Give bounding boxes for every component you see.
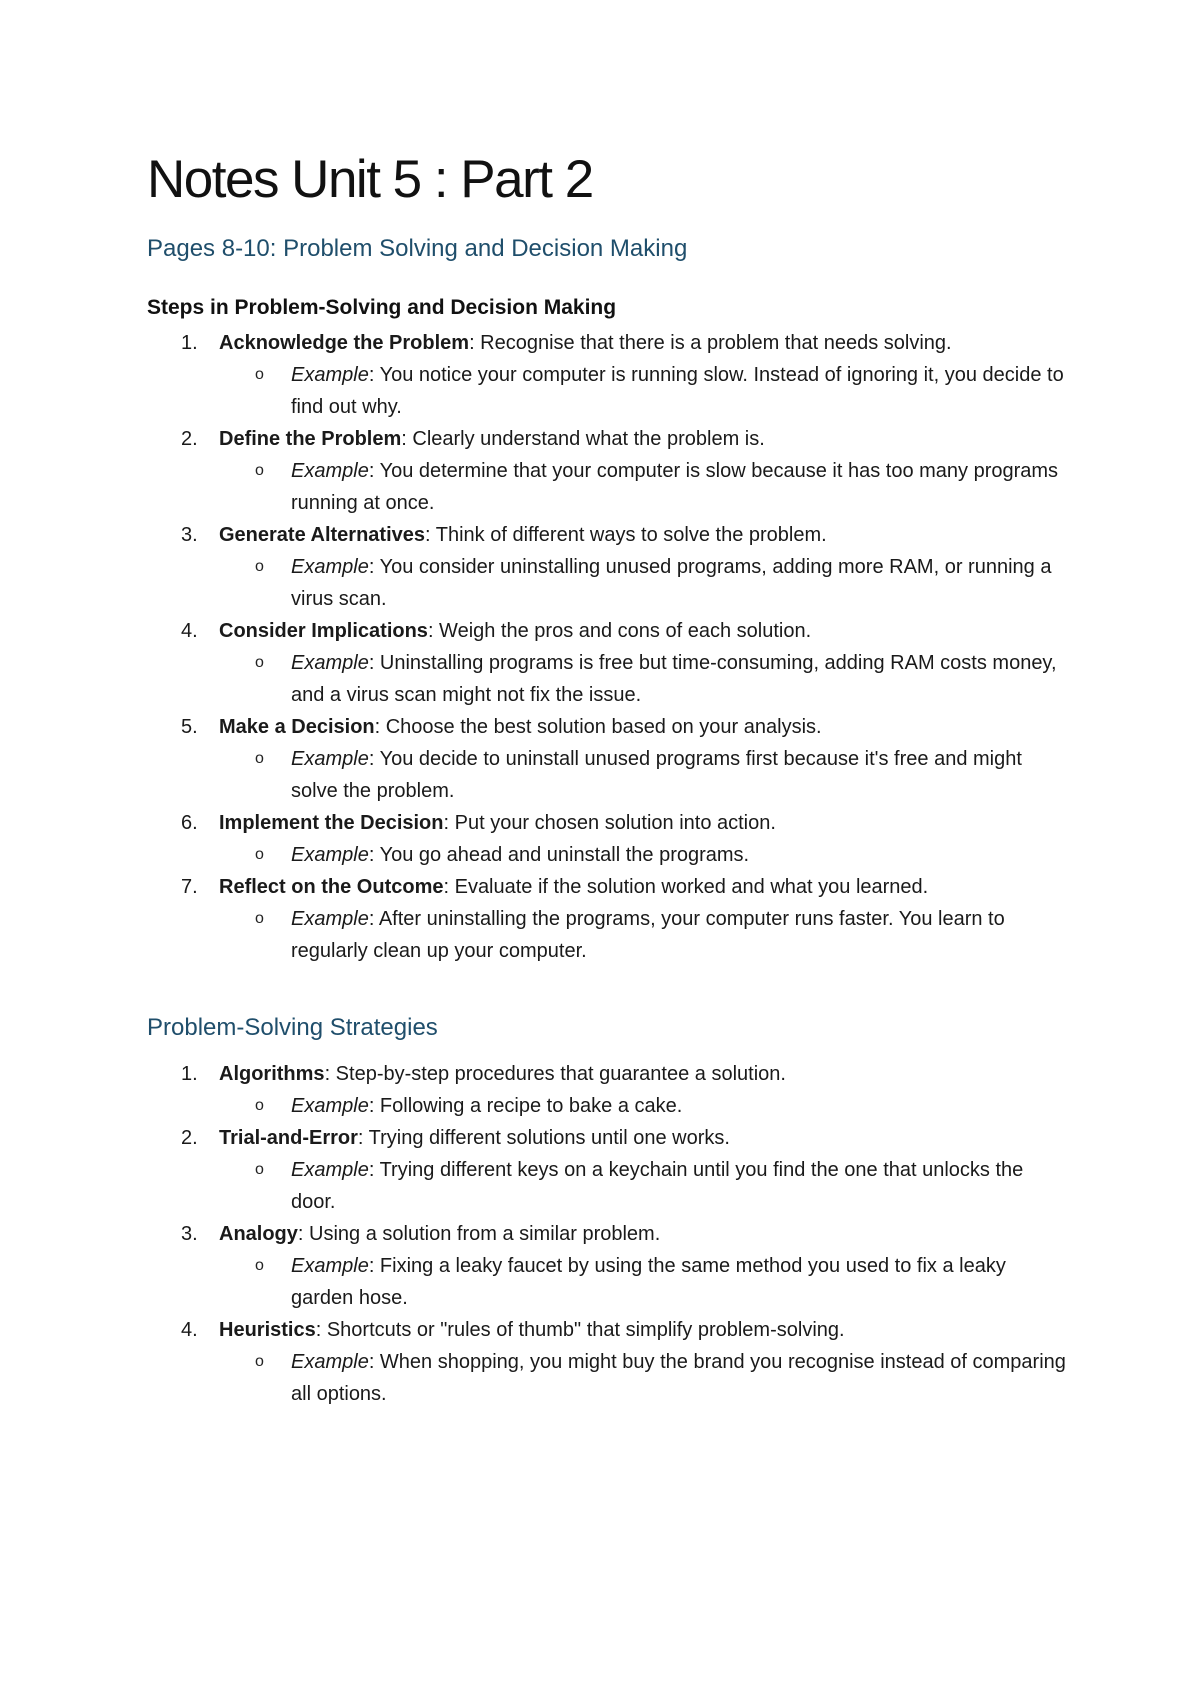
item-number: 1. [181,332,198,354]
item-term: Analogy [219,1223,298,1245]
item-description: : Step-by-step procedures that guarantee a solution. [324,1063,786,1085]
item-number: 3. [181,1223,198,1245]
example-label: Example [291,1255,369,1277]
example-text: : Uninstalling programs is free but time-consuming, adding RAM costs money, and a virus scan might not fix the issue. [291,652,1057,706]
example-label: Example [291,844,369,866]
example-item [219,455,1067,519]
list-item [147,1314,1067,1410]
item-number: 4. [181,620,198,642]
example-label: Example [291,460,369,482]
example-list [219,455,1067,519]
example-text: : You decide to uninstall unused programs first because it's free and might solve the problem. [291,748,1022,802]
example-list [219,1154,1067,1218]
list-item [147,1122,1067,1218]
list-item [147,711,1067,807]
bullet-icon: o [255,1161,264,1178]
example-item [219,1154,1067,1218]
item-term: Consider Implications [219,620,428,642]
example-label: Example [291,1095,369,1117]
steps-list [147,327,1067,967]
item-number: 4. [181,1319,198,1341]
example-label: Example [291,748,369,770]
example-list [219,551,1067,615]
example-text: : You determine that your computer is slow because it has too many programs running at once. [291,460,1059,514]
example-list [219,903,1067,967]
bullet-icon: o [255,1353,264,1370]
example-item [219,743,1067,807]
bullet-icon: o [255,462,264,479]
example-list [219,839,1067,871]
list-item [147,327,1067,423]
item-description: : Trying different solutions until one works. [357,1127,730,1149]
section-heading-strategies: Problem-Solving Strategies [147,1014,438,1041]
example-text: : Fixing a leaky faucet by using the same method you used to fix a leaky garden hose. [291,1255,1006,1309]
example-label: Example [291,652,369,674]
bullet-icon: o [255,654,264,671]
bullet-icon: o [255,366,264,383]
example-text: : When shopping, you might buy the brand you recognise instead of comparing all options. [291,1351,1066,1405]
example-label: Example [291,1159,369,1181]
item-term: Heuristics [219,1319,316,1341]
item-description: : Put your chosen solution into action. [443,812,776,834]
example-item [219,647,1067,711]
item-number: 7. [181,876,198,898]
item-term: Implement the Decision [219,812,444,834]
example-item [219,1090,1067,1122]
steps-heading: Steps in Problem-Solving and Decision Making [147,296,617,319]
item-description: : Clearly understand what the problem is. [401,428,765,450]
example-label: Example [291,1351,369,1373]
example-item [219,903,1067,967]
example-list [219,647,1067,711]
example-label: Example [291,364,369,386]
item-term: Reflect on the Outcome [219,876,444,898]
list-item [147,615,1067,711]
example-item [219,359,1067,423]
item-description: : Choose the best solution based on your analysis. [374,716,822,738]
list-item [147,1218,1067,1314]
example-list [219,1346,1067,1410]
example-text: : You notice your computer is running slow. Instead of ignoring it, you decide to find out why. [291,364,1064,418]
example-list [219,359,1067,423]
item-description: : Think of different ways to solve the problem. [425,524,827,546]
example-text: : Following a recipe to bake a cake. [368,1095,683,1117]
example-item [219,551,1067,615]
bullet-icon: o [255,846,264,863]
example-text: : You consider uninstalling unused programs, adding more RAM, or running a virus scan. [291,556,1052,610]
item-number: 3. [181,524,198,546]
example-list [219,1090,1067,1122]
bullet-icon: o [255,910,264,927]
list-item [147,871,1067,967]
example-text: : You go ahead and uninstall the programs. [368,844,750,866]
item-number: 2. [181,428,198,450]
bullet-icon: o [255,558,264,575]
item-term: Algorithms [219,1063,325,1085]
item-description: : Weigh the pros and cons of each solution. [427,620,812,642]
example-text: : After uninstalling the programs, your computer runs faster. You learn to regularly clean up your computer. [291,908,1005,962]
item-number: 5. [181,716,198,738]
item-number: 1. [181,1063,198,1085]
list-item [147,807,1067,871]
example-label: Example [291,556,369,578]
bullet-icon: o [255,750,264,767]
example-item [219,839,1067,871]
example-list [219,743,1067,807]
item-description: : Shortcuts or "rules of thumb" that simplify problem-solving. [315,1319,845,1341]
list-item [147,1058,1067,1122]
item-number: 6. [181,812,198,834]
example-label: Example [291,908,369,930]
item-term: Acknowledge the Problem [219,332,470,354]
list-item [147,519,1067,615]
item-number: 2. [181,1127,198,1149]
item-description: : Using a solution from a similar problem. [297,1223,661,1245]
bullet-icon: o [255,1257,264,1274]
item-term: Make a Decision [219,716,375,738]
page-title: Notes Unit 5 : Part 2 [147,150,593,209]
item-term: Define the Problem [219,428,402,450]
example-list [219,1250,1067,1314]
item-term: Trial-and-Error [219,1127,358,1149]
item-term: Generate Alternatives [219,524,426,546]
bullet-icon: o [255,1097,264,1114]
section-heading-pages: Pages 8-10: Problem Solving and Decision Making [147,235,688,262]
example-text: : Trying different keys on a keychain until you find the one that unlocks the door. [291,1159,1024,1213]
item-description: : Evaluate if the solution worked and what you learned. [443,876,929,898]
example-item [219,1250,1067,1314]
item-description: : Recognise that there is a problem that needs solving. [469,332,952,354]
list-item [147,423,1067,519]
strategies-list [147,1058,1067,1410]
example-item [219,1346,1067,1410]
